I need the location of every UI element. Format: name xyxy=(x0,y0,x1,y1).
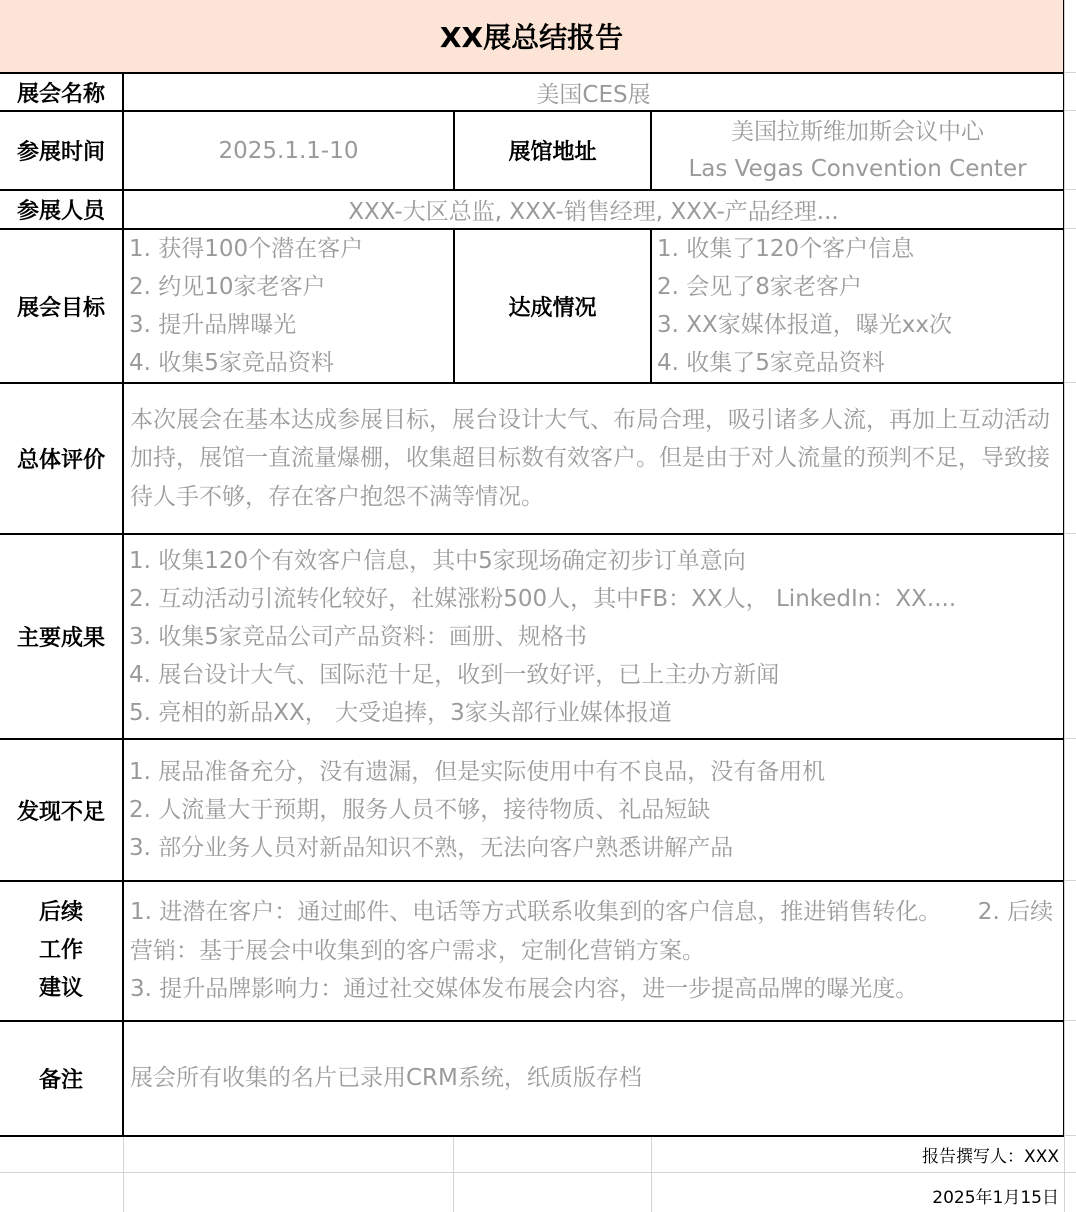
gridline xyxy=(0,1172,1076,1173)
gridline xyxy=(1064,189,1076,190)
gridline xyxy=(1064,1020,1076,1021)
label-exhibition-name[interactable]: 展会名称 xyxy=(0,72,124,112)
gridline xyxy=(453,1137,454,1212)
result-item: 2. 互动活动引流转化较好，社媒涨粉500人，其中FB：XX人， LinkedIn：XX.... xyxy=(129,585,957,612)
gridline xyxy=(1064,382,1076,383)
gridline xyxy=(1064,738,1076,739)
label-venue[interactable]: 展馆地址 xyxy=(453,110,652,191)
label-shortcomings[interactable]: 发现不足 xyxy=(0,738,124,882)
shortcoming-item: 3. 部分业务人员对新品知识不熟，无法向客户熟悉讲解产品 xyxy=(129,835,734,861)
report-title-text: XX展总结报告 xyxy=(439,21,624,54)
value-goals[interactable] xyxy=(122,228,455,384)
result-item: 1. 收集120个有效客户信息，其中5家现场确定初步订单意向 xyxy=(129,547,746,574)
value-overall[interactable]: 本次展会在基本达成参展目标，展台设计大气、布局合理，吸引诸多人流，再加上互动活动加持，展馆一直流量爆棚，收集超目标数有效客户。但是由于对人流量的预判不足，导致接待人手不够，存在客户抱怨不满等情况。 xyxy=(122,382,1065,535)
goal-item: 4. 收集5家竞品资料 xyxy=(129,350,334,376)
achievement-item: 4. 收集了5家竞品资料 xyxy=(657,350,885,376)
value-time[interactable]: 2025.1.1-10 xyxy=(122,110,455,191)
result-item: 5. 亮相的新品XX， 大受追捧，3家头部行业媒体报道 xyxy=(129,699,672,726)
achievement-item: 1. 收集了120个客户信息 xyxy=(657,236,915,262)
value-achievement[interactable] xyxy=(650,228,1065,384)
gridline xyxy=(1064,110,1076,111)
label-overall[interactable]: 总体评价 xyxy=(0,382,124,535)
goal-item: 1. 获得100个潜在客户 xyxy=(129,236,364,262)
shortcoming-item: 1. 展品准备充分，没有遗漏，但是实际使用中有不良品，没有备用机 xyxy=(129,759,826,785)
goal-item: 3. 提升品牌曝光 xyxy=(129,312,297,338)
goal-item: 2. 约见10家老客户 xyxy=(129,274,326,300)
gridline xyxy=(651,1137,652,1212)
label-goals[interactable]: 展会目标 xyxy=(0,228,124,384)
value-venue[interactable] xyxy=(650,110,1065,191)
label-notes[interactable]: 备注 xyxy=(0,1020,124,1137)
gridline xyxy=(1064,880,1076,881)
report-date[interactable]: 2025年1月15日 xyxy=(932,1188,1059,1208)
value-followup[interactable]: 1. 进潜在客户：通过邮件、电话等方式联系收集到的客户信息，推进销售转化。 2. 后续营销：基于展会中收集到的客户需求，定制化营销方案。 3. 提升品牌影响力：通过社交媒体发布展会内容，进一步提高品牌的曝光度。 xyxy=(122,880,1065,1022)
gridline xyxy=(1064,72,1076,73)
report-author[interactable]: 报告撰写人：XXX xyxy=(922,1147,1059,1167)
gridline xyxy=(1064,228,1076,229)
label-results[interactable]: 主要成果 xyxy=(0,533,124,740)
label-achievement[interactable]: 达成情况 xyxy=(453,228,652,384)
value-shortcomings[interactable] xyxy=(122,738,1065,882)
venue-line-1: 美国拉斯维加斯会议中心 xyxy=(731,118,984,145)
result-item: 3. 收集5家竞品公司产品资料：画册、规格书 xyxy=(129,623,587,650)
value-exhibition-name[interactable]: 美国CES展 xyxy=(122,72,1065,112)
value-results[interactable] xyxy=(122,533,1065,740)
gridline xyxy=(1064,1135,1076,1136)
shortcoming-item: 2. 人流量大于预期，服务人员不够，接待物质、礼品短缺 xyxy=(129,797,711,823)
venue-line-2: Las Vegas Convention Center xyxy=(688,155,1027,182)
achievement-item: 3. XX家媒体报道，曝光xx次 xyxy=(657,312,952,338)
gridline xyxy=(1064,0,1065,1212)
value-staff[interactable]: XXX-大区总监, XXX-销售经理, XXX-产品经理... xyxy=(122,189,1065,230)
label-followup[interactable]: 后续 工作 建议 xyxy=(0,880,124,1022)
label-time[interactable]: 参展时间 xyxy=(0,110,124,191)
value-notes[interactable]: 展会所有收集的名片已录用CRM系统，纸质版存档 xyxy=(122,1020,1065,1137)
report-title[interactable] xyxy=(0,0,1065,74)
result-item: 4. 展台设计大气、国际范十足，收到一致好评，已上主办方新闻 xyxy=(129,661,780,688)
gridline xyxy=(1064,533,1076,534)
gridline xyxy=(123,1137,124,1212)
label-staff[interactable]: 参展人员 xyxy=(0,189,124,230)
achievement-item: 2. 会见了8家老客户 xyxy=(657,274,862,300)
